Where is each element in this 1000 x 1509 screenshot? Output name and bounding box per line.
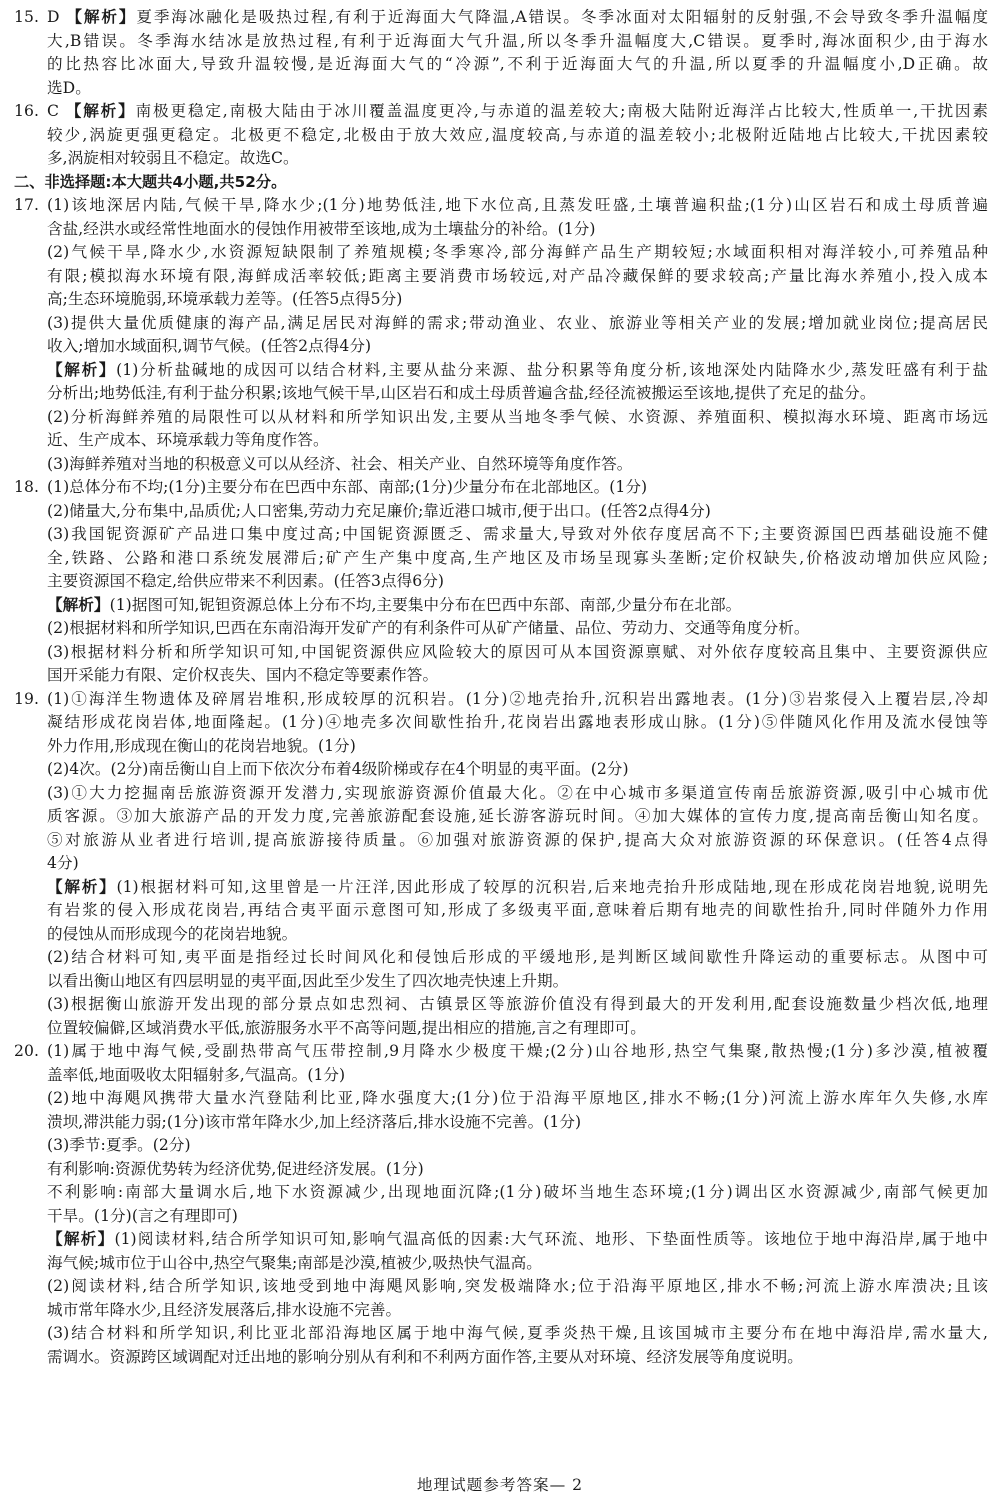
line-text: 质客源。③加大旅游产品的开发力度,完善旅游配套设施,延长游客游玩时间。④加大媒体的宣传力度,提高南岳衡山知名度。	[47, 807, 988, 825]
text-line	[14, 30, 988, 54]
text-line	[14, 641, 988, 665]
line-text: (1)总体分布不均;(1分)主要分布在巴西中东部、南部;(1分)少量分布在北部地区。(1分)	[47, 478, 648, 496]
line-text: 不利影响:南部大量调水后,地下水资源减少,出现地面沉降;(1分)破坏当地生态环境;(1分)调出区水资源减少,南部气候更加	[47, 1183, 988, 1201]
line-text: D 【解析】夏季海冰融化是吸热过程,有利于近海面大气降温,A错误。冬季冰面对太阳辐射的反射强,不会导致冬季升温幅度	[47, 8, 989, 26]
answer-content	[14, 6, 988, 1369]
line-text: 的比热容比冰面大,导致升温较慢,是近海面大气的“冷源”,不利于近海面大气的升温,所以夏季的升温幅度小,D正确。故	[47, 55, 988, 73]
line-text: (2)根据材料和所学知识,巴西在东南沿海开发矿产的有利条件可从矿产储量、品位、劳动力、交通等角度分析。	[47, 619, 810, 637]
line-text: 高;生态环境脆弱,环境承载力差等。(任答5点得5分)	[47, 290, 403, 308]
text-line	[14, 758, 988, 782]
line-text: (2)气候干旱,降水少,水资源短缺限制了养殖规模;冬季寒冷,部分海鲜产品生产期较短;水域面积相对海洋较小,可养殖品种	[47, 243, 988, 261]
text-line	[14, 1299, 988, 1323]
line-text: 收入;增加水域面积,调节气候。(任答2点得4分)	[47, 337, 372, 355]
line-text: (1)据图可知,铌钽资源总体上分布不均,主要集中分布在巴西中东部、南部,少量分布在北部。	[109, 595, 742, 614]
text-line	[14, 946, 988, 970]
analysis-tag: 【解析】	[47, 595, 110, 614]
text-line	[14, 500, 988, 524]
analysis-tag: 【解析】	[47, 1230, 115, 1248]
line-text: (1)根据材料可知,这里曾是一片汪洋,因此形成了较厚的沉积岩,后来地壳抬升形成陆地,现在形成花岗岩地貌,说明先	[116, 877, 989, 896]
question-number: 16.	[14, 102, 39, 120]
line-text: (1)属于地中海气候,受副热带高气压带控制,9月降水少极度干燥;(2分)山谷地形,热空气集聚,散热慢;(1分)多沙漠,植被覆	[47, 1042, 988, 1060]
text-line	[14, 1158, 988, 1182]
answer-15	[14, 6, 988, 100]
line-text: 盖率低,地面吸收太阳辐射多,气温高。(1分)	[47, 1065, 346, 1084]
line-text: 分析出;地势低洼,有利于盐分积累;该地气候干旱,山区岩石和成土母质普遍含盐,经径流被搬运至该地,提供了充足的盐分。	[47, 384, 876, 402]
question-number: 15.	[14, 8, 39, 26]
page-footer: 地理试题参考答案— 2	[416, 1476, 584, 1494]
text-line	[14, 53, 988, 77]
text-line	[14, 1087, 988, 1111]
line-text: ⑤对旅游从业者进行培训,提高旅游接待质量。⑥加强对旅游资源的保护,提高大众对旅游资源的环保意识。(任答4点得	[47, 830, 988, 849]
text-line	[14, 124, 988, 148]
line-text: 干旱。(1分)(言之有理即可)	[47, 1206, 238, 1225]
line-text: C 【解析】南极更稳定,南极大陆由于冰川覆盖温度更冷,与赤道的温差较大;南极大陆附近海洋占比较大,性质单一,干扰因素	[47, 102, 988, 120]
text-line	[14, 6, 988, 30]
line-text: 位置较偏僻,区域消费水平低,旅游服务水平不高等问题,提出相应的措施,言之有理即可。	[47, 1018, 646, 1037]
analysis-tag: 【解析】	[66, 8, 137, 26]
line-text: (3)①大力挖掘南岳旅游资源开发潜力,实现旅游资源价值最大化。②在中心城市多渠道宣传南岳旅游资源,吸引中心城市优	[47, 783, 988, 802]
line-text: 全,铁路、公路和港口系统发展滞后;矿产生产集中度高,生产地区及市场呈现寡头垄断;定价权缺失,价格波动增加供应风险;	[47, 548, 988, 567]
text-line	[14, 382, 988, 406]
text-line	[14, 1228, 988, 1252]
line-text: (2)结合材料可知,夷平面是指经过长时间风化和侵蚀后形成的平缓地形,是判断区域间歇性升降运动的重要标志。从图中可	[47, 948, 988, 966]
question-20	[14, 1040, 988, 1369]
text-line	[14, 594, 988, 618]
text-line	[14, 1040, 988, 1064]
analysis-tag: 【解析】	[65, 102, 136, 120]
text-line	[14, 782, 988, 806]
text-line	[14, 876, 988, 900]
text-line	[14, 241, 988, 265]
line-text: (3)根据衡山旅游开发出现的部分景点如忠烈祠、古镇景区等旅游价值没有得到最大的开发利用,配套设施数量少档次低,地理	[47, 995, 988, 1013]
line-text: 大,B错误。冬季海水结冰是放热过程,有利于近海面大气升温,所以冬季升温幅度大,C错误。夏季时,海冰面积少,由于海水	[47, 31, 988, 50]
question-number: 17.	[14, 196, 39, 214]
question-19	[14, 688, 988, 1041]
line-text: (1)分析盐碱地的成因可以结合材料,主要从盐分来源、盐分积累等角度分析,该地深处内陆降水少,蒸发旺盛有利于盐	[116, 360, 988, 379]
section-heading: 二、非选择题:本大题共4小题,共52分。	[14, 172, 287, 191]
text-line	[14, 617, 988, 641]
text-line	[14, 1346, 988, 1370]
text-line	[14, 688, 988, 712]
line-text: 以看出衡山地区有四层明显的夷平面,因此至少发生了四次地壳快速上升期。	[47, 971, 569, 990]
line-text: 主要资源国不稳定,给供应带来不利因素。(任答3点得6分)	[47, 572, 445, 590]
analysis-tag: 【解析】	[47, 360, 117, 379]
line-text: (3)海鲜养殖对当地的积极意义可以从经济、社会、相关产业、自然环境等角度作答。	[47, 454, 633, 473]
line-text: 选D。	[47, 78, 91, 97]
line-text: 外力作用,形成现在衡山的花岗岩地貌。(1分)	[47, 736, 356, 755]
text-line	[14, 1134, 988, 1158]
text-line	[14, 406, 988, 430]
text-line	[14, 570, 988, 594]
text-line	[14, 829, 988, 853]
line-text: (2)地中海飓风携带大量水汽登陆利比亚,降水强度大;(1分)位于沿海平原地区,排水不畅;(1分)河流上游水库年久失修,水库	[47, 1089, 988, 1107]
text-line	[14, 1275, 988, 1299]
line-text: (1)该地深居内陆,气候干旱,降水少;(1分)地势低洼,地下水位高,且蒸发旺盛,土壤普遍积盐;(1分)山区岩石和成土母质普遍	[47, 196, 988, 214]
line-text: (2)阅读材料,结合所学知识,该地受到地中海飓风影响,突发极端降水;位于沿海平原地区,排水不畅;河流上游水库溃决;且该	[47, 1277, 988, 1295]
line-text: 含盐,经洪水或经常性地面水的侵蚀作用被带至该地,成为土壤盐分的补给。(1分)	[47, 219, 596, 238]
line-text: (2)4次。(2分)南岳衡山自上而下依次分布着4级阶梯或存在4个明显的夷平面。(2分)	[47, 760, 629, 778]
text-line	[14, 1111, 988, 1135]
text-line	[14, 852, 988, 876]
text-line	[14, 547, 988, 571]
text-line	[14, 523, 988, 547]
text-line	[14, 335, 988, 359]
line-text: 需调水。资源跨区域调配对迁出地的影响分别从有利和不利两方面作答,主要从对环境、经济发展等角度说明。	[47, 1347, 803, 1366]
text-line	[14, 429, 988, 453]
text-line	[14, 899, 988, 923]
text-line	[14, 1181, 988, 1205]
text-line	[14, 923, 988, 947]
text-line	[14, 453, 988, 477]
line-text: (1)阅读材料,结合所学知识可知,影响气温高低的因素:大气环流、地形、下垫面性质等。该地位于地中海沿岸,属于地中	[114, 1230, 989, 1248]
text-line	[14, 312, 988, 336]
text-line	[14, 1252, 988, 1276]
question-17	[14, 194, 988, 476]
text-line	[14, 476, 988, 500]
line-text: (1)①海洋生物遗体及碎屑岩堆积,形成较厚的沉积岩。(1分)②地壳抬升,沉积岩出露地表。(1分)③岩浆侵入上覆岩层,冷却	[47, 689, 988, 708]
line-text: (3)结合材料和所学知识,利比亚北部沿海地区属于地中海气候,夏季炎热干燥,且该国城市主要分布在地中海沿岸,需水量大,	[47, 1324, 988, 1342]
text-line	[14, 1064, 988, 1088]
line-text: (3)季节:夏季。(2分)	[47, 1136, 191, 1154]
line-text: 多,涡旋相对较弱且不稳定。故选C。	[47, 149, 299, 167]
line-text: 的侵蚀从而形成现今的花岗岩地貌。	[47, 924, 298, 943]
question-18	[14, 476, 988, 688]
text-line	[14, 1017, 988, 1041]
line-text: 近、生产成本、环境承载力等角度作答。	[47, 431, 329, 449]
line-text: 溃坝,滞洪能力弱;(1分)该市常年降水少,加上经济落后,排水设施不完善。(1分)	[47, 1112, 582, 1131]
line-text: (3)根据材料分析和所学知识可知,中国铌资源供应风险较大的原因可从本国资源禀赋、对外依存度较高且集中、主要资源供应	[47, 642, 988, 661]
text-line	[14, 993, 988, 1017]
text-line	[14, 664, 988, 688]
line-text: (2)分析海鲜养殖的局限性可以从材料和所学知识出发,主要从当地冬季气候、水资源、养殖面积、模拟海水环境、距离市场远	[47, 407, 988, 426]
line-text: (3)我国铌资源矿产品进口集中度过高;中国铌资源匮乏、需求量大,导致对外依存度居高不下;主要资源国巴西基础设施不健	[47, 525, 988, 543]
line-text: 海气候;城市位于山谷中,热空气聚集;南部是沙漠,植被少,吸热快气温高。	[47, 1253, 542, 1272]
text-line	[14, 735, 988, 759]
question-number: 18.	[14, 478, 39, 496]
text-line	[14, 711, 988, 735]
text-line	[14, 1205, 988, 1229]
text-line	[14, 1322, 988, 1346]
analysis-tag: 【解析】	[47, 877, 117, 896]
text-line	[14, 194, 988, 218]
text-line	[14, 77, 988, 101]
line-text: 较少,涡旋更强更稳定。北极更不稳定,北极由于放大效应,温度较高,与赤道的温差较小;北极附近陆地占比较大,干扰因素较	[47, 125, 988, 144]
text-line	[14, 970, 988, 994]
text-line	[14, 805, 988, 829]
line-text: 凝结形成花岗岩体,地面隆起。(1分)④地壳多次间歇性抬升,花岗岩出露地表形成山脉。(1分)⑤伴随风化作用及流水侵蚀等	[47, 713, 988, 731]
text-line	[14, 359, 988, 383]
text-line	[14, 288, 988, 312]
text-line	[14, 100, 988, 124]
line-text: (3)提供大量优质健康的海产品,满足居民对海鲜的需求;带动渔业、农业、旅游业等相关产业的发展;增加就业岗位;提高居民	[47, 313, 988, 332]
question-number: 19.	[14, 689, 39, 708]
text-line	[14, 218, 988, 242]
line-text: 有岩浆的侵入形成花岗岩,再结合夷平面示意图可知,形成了多级夷平面,意味着后期有地壳的间歇性抬升,同时伴随外力作用	[47, 901, 988, 919]
text-line	[14, 265, 988, 289]
line-text: (2)储量大,分布集中,品质优;人口密集,劳动力充足廉价;靠近港口城市,便于出口。(任答2点得4分)	[47, 501, 711, 520]
question-number: 20.	[14, 1042, 39, 1060]
answer-16	[14, 100, 988, 171]
line-text: 城市常年降水少,且经济发展落后,排水设施不完善。	[47, 1300, 402, 1319]
line-text: 有利影响:资源优势转为经济优势,促进经济发展。(1分)	[47, 1159, 424, 1178]
line-text: 4分)	[47, 854, 79, 872]
line-text: 有限;模拟海水环境有限,海鲜成活率较低;距离主要消费市场较远,对产品冷藏保鲜的要求较高;产量比海水养殖小,投入成本	[47, 266, 988, 285]
text-line	[14, 147, 988, 171]
line-text: 国开采能力有限、定价权丧失、国内不稳定等要素作答。	[47, 666, 439, 684]
